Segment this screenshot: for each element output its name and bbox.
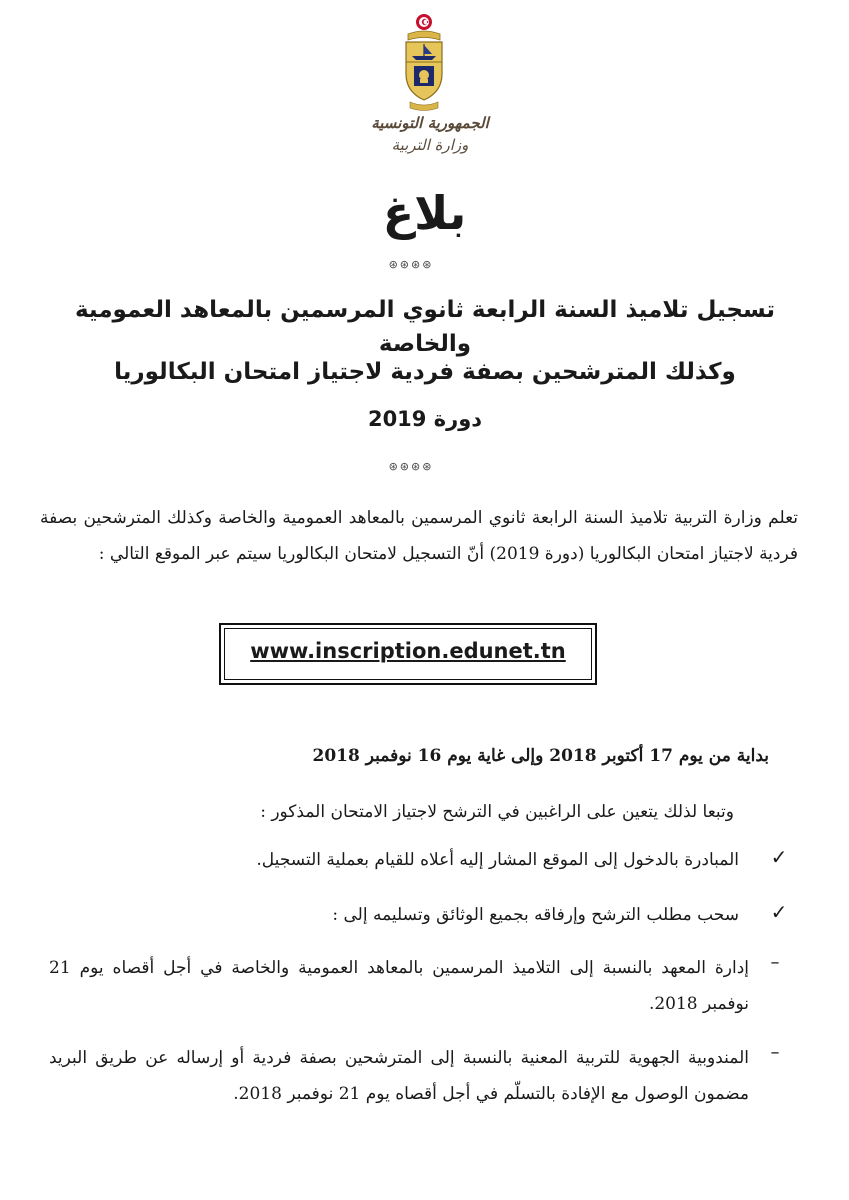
- dash-icon: –: [770, 952, 780, 973]
- dash-icon: –: [770, 1042, 780, 1063]
- registration-period: بداية من يوم 17 أكتوبر 2018 وإلى غاية يوم 16 نوفمبر 2018: [312, 746, 769, 766]
- registration-url-link[interactable]: www.inscription.edunet.tn: [250, 639, 566, 663]
- dash-item-2: المندوبية الجهوية للتربية المعنية بالنسبة إلى المترشحين بصفة فردية أو إرساله عن طريق البريد مضمون الوصول مع الإفادة بالتسلّم في أجل أقصاه يوم 21 نوفمبر 2018.: [49, 1048, 749, 1104]
- decorative-stars-bottom: ⊛⊛⊛⊛: [388, 460, 434, 473]
- check-icon: ✓: [770, 845, 788, 869]
- title-line-1: تسجيل تلاميذ السنة الرابعة ثانوي المرسمين بالمعاهد العمومية والخاصة: [74, 297, 776, 357]
- title-line-3: دورة 2019: [367, 407, 483, 431]
- bullet-item-1: المبادرة بالدخول إلى الموقع المشار إليه أعلاه للقيام بعملية التسجيل.: [256, 850, 739, 870]
- intro-paragraph: تعلم وزارة التربية تلاميذ السنة الرابعة ثانوي المرسمين بالمعاهد العمومية والخاصة وكذلك المترشحين بصفة فردية لاجتياز امتحان البكالوريا (دورة 2019) أنّ التسجيل لامتحان البكالوريا سيتم عبر الموقع التالي :: [40, 508, 799, 564]
- bullet-item-2: سحب مطلب الترشح وإرفاقه بجميع الوثائق وتسليمه إلى :: [332, 905, 739, 925]
- dash-item-1: إدارة المعهد بالنسبة إلى التلاميذ المرسمين بالمعاهد العمومية والخاصة في أجل أقصاه يوم 21 نوفمبر 2018.: [49, 958, 749, 1014]
- tunisia-coat-of-arms-icon: [394, 8, 454, 113]
- requirements-intro: وتبعا لذلك يتعين على الراغبين في الترشح لاجتياز الامتحان المذكور :: [260, 802, 734, 822]
- check-icon: ✓: [770, 900, 788, 924]
- decorative-stars-top: ⊛⊛⊛⊛: [388, 258, 434, 271]
- title-line-2: وكذلك المترشحين بصفة فردية لاجتياز امتحان البكالوريا: [114, 359, 736, 385]
- ministry-header: [330, 112, 530, 156]
- ministry-name: وزارة التربية: [391, 136, 469, 154]
- url-box: [219, 623, 597, 685]
- announcement-heading: بلاغ: [382, 186, 467, 240]
- republic-name: الجمهورية التونسية: [371, 114, 489, 132]
